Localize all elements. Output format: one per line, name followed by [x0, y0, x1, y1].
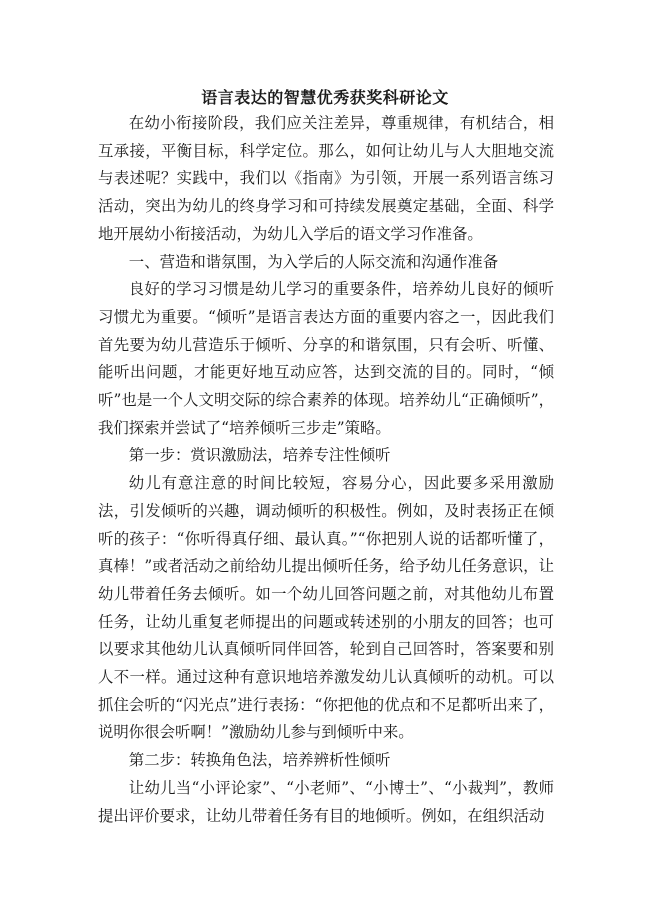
paragraph-listening-habits: 良好的学习习惯是幼儿学习的重要条件，培养幼儿良好的倾听习惯尤为重要。“倾听”是语言表达方面的重要内容之一，因此我们首先要为幼儿营造乐于倾听、分享的和谐氛围，只有会听、听懂、能听出问题，才能更好地互动应答，达到交流的目的。同时，“倾听”也是一个人文明交际的综合素养的体现。培养幼儿“正确倾听”，我们探索并尝试了“培养倾听三步走”策略。	[98, 280, 554, 437]
document-body	[98, 110, 554, 830]
step-heading-1: 第一步：赏识激励法，培养专注性倾听	[128, 446, 391, 465]
paragraph-step-2: 让幼儿当“小评论家”、“小老师”、“小博士”、“小裁判”，教师提出评价要求，让幼儿带着任务有目的地倾听。例如，在组织活动	[98, 778, 554, 825]
paragraph-intro: 在幼小衔接阶段，我们应关注差异，尊重规律，有机结合，相互承接，平衡目标，科学定位。那么，如何让幼儿与人大胆地交流与表述呢？实践中，我们以《指南》为引领，开展一系列语言练习活动，突出为幼儿的终身学习和可持续发展奠定基础，全面、科学地开展幼小衔接活动，为幼儿入学后的语文学习作准备。	[98, 114, 554, 243]
step-heading-2: 第二步：转换角色法，培养辨析性倾听	[128, 751, 391, 770]
section-heading-1: 一、营造和谐氛围，为入学后的人际交流和沟通作准备	[128, 252, 499, 271]
document-title: 语言表达的智慧优秀获奖科研论文	[201, 88, 449, 107]
paragraph-step-1: 幼儿有意注意的时间比较短，容易分心，因此要多采用激励法，引发倾听的兴趣，调动倾听的积极性。例如，及时表扬正在倾听的孩子：“你听得真仔细、最认真。”“你把别人说的话都听懂了，真棒！”或者活动之前给幼儿提出倾听任务，给予幼儿任务意识，让幼儿带着任务去倾听。如一个幼儿回答问题之前，对其他幼儿布置任务，让幼儿重复老师提出的问题或转述别的小朋友的回答；也可以要求其他幼儿认真倾听同伴回答，轮到自己回答时，答案要和别人不一样。通过这种有意识地培养激发幼儿认真倾听的动机。可以抓住会听的“闪光点”进行表扬：“你把他的优点和不足都听出来了，说明你很会听啊！”激励幼儿参与到倾听中来。	[98, 474, 554, 742]
